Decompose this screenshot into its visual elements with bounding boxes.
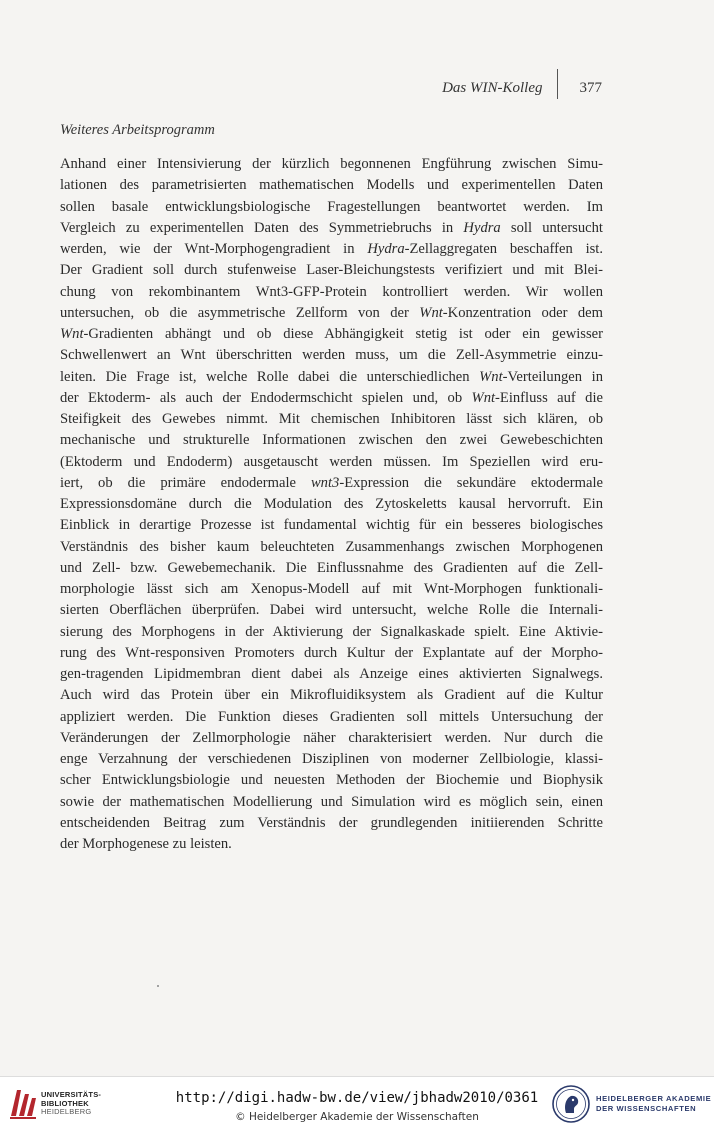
- text-line: enge Verzahnung der verschiedenen Disziplinen von moderner Zellbiologie, klassi-: [60, 751, 603, 767]
- text-line: sierten Oberflächen überprüfen. Dabei wird untersucht, welche Rolle die Internali-: [60, 602, 603, 619]
- header-divider: [557, 69, 558, 99]
- text-line: chung von rekombinantem Wnt3-GFP-Protein kontrolliert werden. Wir wollen: [60, 283, 603, 300]
- running-header: [442, 77, 602, 99]
- text-line: Wnt-Gradienten abhängt und ob diese Abhängigkeit stetig ist oder ein gewisser: [60, 326, 603, 342]
- academy-name-line1: HEIDELBERGER AKADEMIE: [596, 1094, 712, 1103]
- page-number: 377: [579, 79, 602, 96]
- permalink-link[interactable]: http://digi.hadw-bw.de/view/jbhadw2010/0361: [175, 1090, 539, 1106]
- text-line: mechanische und strukturelle Informationen zwischen den zwei Gewebeschichten: [60, 432, 603, 449]
- library-name-line2: BIBLIOTHEK: [41, 1098, 89, 1108]
- text-line: Verständnis des bisher kaum beleuchteten Zusammenhangs zwischen Morphogenen: [60, 538, 603, 555]
- text-line: der Morphogenese zu leisten.: [60, 836, 232, 852]
- text-line: Anhand einer Intensivierung der kürzlich begonnenen Engführung zwischen Simu-: [60, 156, 603, 172]
- text-line: sowie der mathematischen Modellierung und Simulation wird es möglich sein, einen: [60, 793, 603, 810]
- stray-mark: [157, 985, 159, 987]
- text-line: Auch wird das Protein über ein Mikrofluidiksystem als Gradient auf die Kultur: [60, 687, 603, 704]
- text-line: Schwellenwert an Wnt überschritten werden muss, um die Zell-Asymmetrie einzu-: [60, 347, 603, 364]
- text-line: sierung des Morphogens in der Aktivierung der Signalkaskade spielt. Eine Aktivie-: [60, 623, 603, 640]
- text-line: Einblick in derartige Prozesse ist fundamental wichtig für ein besseres biologisches: [60, 517, 603, 534]
- text-line: werden, wie der Wnt-Morphogengradient in Hydra-Zellaggregaten beschaffen ist.: [60, 241, 604, 257]
- section-heading: Weiteres Arbeitsprogramm: [60, 122, 215, 138]
- text-line: rung des Wnt-responsiven Promoters durch Kultur der Explantate auf der Morpho-: [60, 644, 603, 661]
- text-line: der Ektoderm- als auch der Endodermschicht spielen und, ob Wnt-Einfluss auf die: [60, 389, 603, 406]
- text-line: leiten. Die Frage ist, welche Rolle dabei die unterschiedlichen Wnt-Verteilungen in: [60, 368, 603, 385]
- text-line: iert, ob die primäre endodermale wnt3-Expression die sekundäre ektodermale: [60, 474, 603, 491]
- body-paragraph: [60, 154, 603, 855]
- text-line: Expressionsdomäne durch die Modulation des Zytoskeletts kausal hervorruft. Ein: [60, 496, 603, 512]
- text-line: lationen des parametrisierten mathematischen Modells und experimentellen Daten: [60, 177, 603, 194]
- text-line: Vergleich zu experimentellen Daten des Symmetriebruchs in Hydra soll untersucht: [60, 219, 603, 236]
- footer-bar: [0, 1076, 714, 1131]
- text-line: und Zell- bzw. Gewebemechanik. Die Einflussnahme des Gradienten auf die Zell-: [60, 559, 603, 576]
- text-line: sollen basale entwicklungsbiologische Fragestellungen beantwortet werden. Im: [60, 198, 603, 215]
- library-city: HEIDELBERG: [41, 1107, 92, 1116]
- text-line: gen-tragenden Lipidmembran dient dabei als Anzeige eines aktivierten Signalwegs.: [60, 666, 603, 682]
- academy-seal-icon: [552, 1085, 590, 1123]
- running-title: Das WIN-Kolleg: [442, 79, 543, 96]
- text-line: Der Gradient soll durch stufenweise Laser-Bleichungstests verifiziert und mit Blei-: [60, 262, 603, 279]
- text-line: scher Entwicklungsbiologie und neuesten Methoden der Biochemie und Biophysik: [60, 772, 603, 789]
- library-name-line1: UNIVERSITÄTS-: [41, 1090, 102, 1099]
- text-line: Veränderungen der Zellmorphologie näher charakterisiert werden. Nur durch die: [60, 729, 603, 746]
- academy-name: [596, 1094, 711, 1114]
- text-line: (Ektoderm und Endoderm) ausgetauscht werden müssen. Im Speziellen wird eru-: [60, 453, 603, 470]
- academy-name-line2: DER WISSENSCHAFTEN: [596, 1104, 697, 1113]
- text-line: appliziert werden. Die Funktion dieses Gradienten soll mittels Untersuchung der: [60, 708, 603, 725]
- copyright-notice: © Heidelberger Akademie der Wissenschaften: [235, 1111, 479, 1123]
- text-line: Steifigkeit des Gewebes nimmt. Mit chemischen Inhibitoren lässt sich klären, ob: [60, 411, 603, 427]
- text-line: entscheidenden Beitrag zum Verständnis der grundlegenden initiierenden Schritte: [60, 814, 603, 831]
- text-line: untersuchen, ob die asymmetrische Zellform von der Wnt-Konzentration oder dem: [60, 304, 603, 321]
- text-line: morphologie lässt sich am Xenopus-Modell auf mit Wnt-Morphogen funktionali-: [60, 581, 603, 597]
